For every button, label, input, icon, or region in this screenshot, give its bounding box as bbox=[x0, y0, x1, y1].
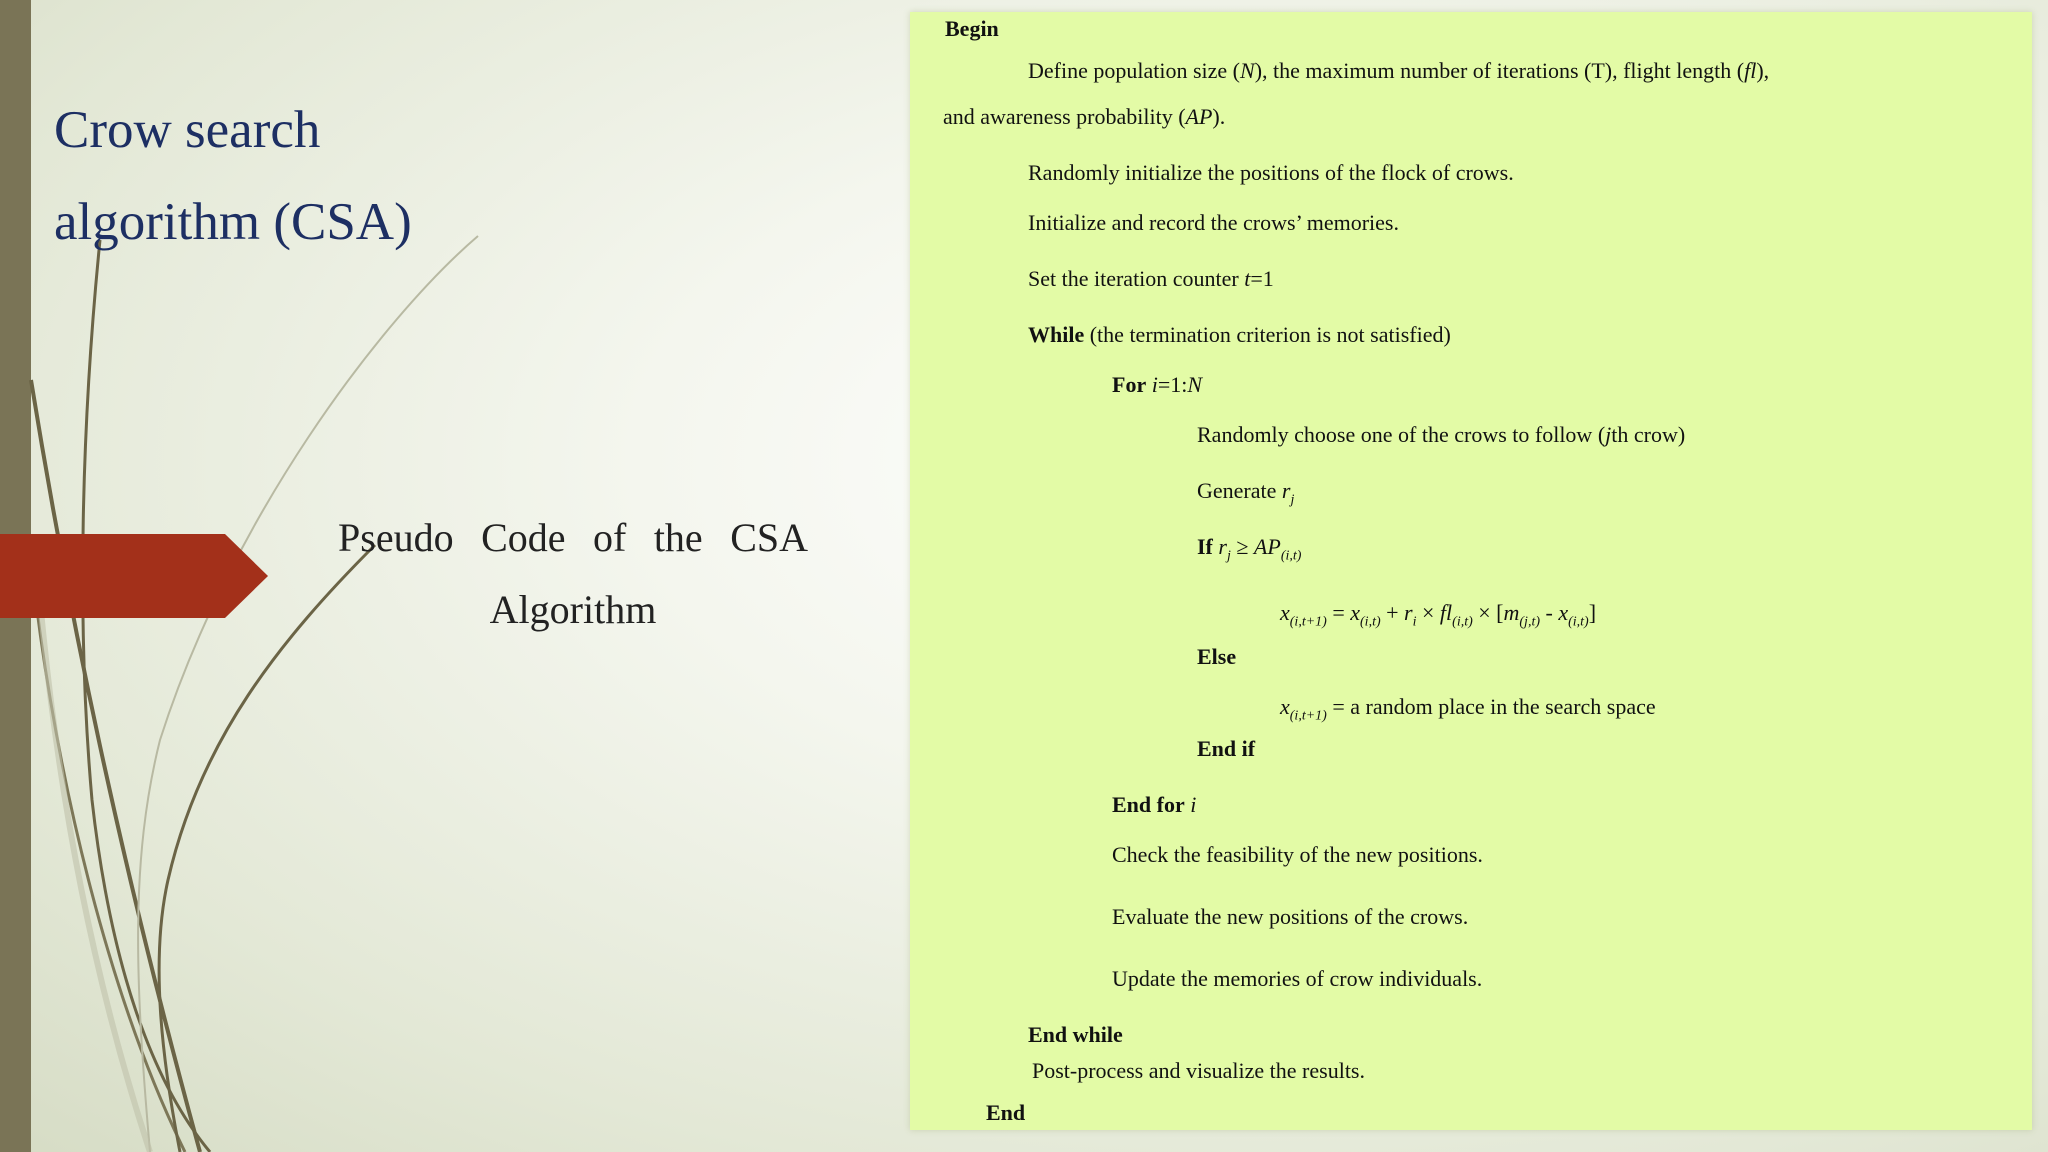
var-x: x bbox=[1350, 600, 1361, 625]
subscript: (i,t+1) bbox=[1289, 614, 1327, 630]
code-init-positions: Randomly initialize the positions of the flock of crows. bbox=[1028, 160, 1514, 185]
var-AP: AP bbox=[1185, 104, 1213, 129]
code-for bbox=[1112, 372, 1202, 398]
keyword-else: Else bbox=[1197, 644, 1237, 669]
code-generate bbox=[1197, 478, 1294, 513]
code-if bbox=[1197, 534, 1301, 569]
pseudocode-panel bbox=[910, 12, 2032, 1130]
var-r: r bbox=[1404, 600, 1413, 625]
text: Generate bbox=[1197, 478, 1282, 503]
slide-subtitle: Pseudo Code of the CSA Algorithm bbox=[338, 515, 808, 632]
code-else bbox=[1197, 644, 1236, 670]
code-post-process: Post-process and visualize the results. bbox=[1032, 1058, 1365, 1083]
operator: = bbox=[1326, 600, 1351, 625]
var-r: r bbox=[1212, 534, 1227, 559]
code-random-place bbox=[1280, 694, 1656, 729]
var-t: t bbox=[1244, 266, 1251, 291]
code-define-line-1 bbox=[1028, 58, 1769, 84]
operator: ≥ bbox=[1230, 534, 1254, 559]
text: Randomly choose one of the crows to follow ( bbox=[1197, 422, 1606, 447]
var-r: r bbox=[1281, 478, 1291, 503]
code-begin bbox=[945, 16, 999, 42]
var-x: x bbox=[1280, 694, 1290, 719]
code-check-feasibility: Check the feasibility of the new positions. bbox=[1112, 842, 1483, 867]
text: th crow) bbox=[1611, 422, 1686, 447]
code-end bbox=[986, 1100, 1025, 1126]
text: = a random place in the search space bbox=[1326, 694, 1656, 719]
code-update-formula bbox=[1280, 600, 1596, 635]
code-set-counter bbox=[1028, 266, 1274, 292]
subscript: i bbox=[1412, 614, 1417, 630]
keyword-end-while: End while bbox=[1028, 1022, 1123, 1047]
title-line-1: Crow search bbox=[54, 101, 321, 159]
code-init-memories: Initialize and record the crows’ memories. bbox=[1028, 210, 1399, 235]
subscript: (i,t) bbox=[1452, 614, 1473, 630]
text: and awareness probability ( bbox=[943, 104, 1186, 129]
subscript: j bbox=[1290, 492, 1295, 508]
var-fl: fl bbox=[1439, 600, 1453, 625]
code-end-for bbox=[1112, 792, 1196, 818]
keyword-end: End bbox=[986, 1100, 1026, 1125]
text: Set the iteration counter bbox=[1028, 266, 1245, 291]
text: (the termination criterion is not satisfied) bbox=[1084, 322, 1451, 347]
code-while bbox=[1028, 322, 1451, 348]
slide-title bbox=[54, 84, 574, 268]
text: =1: bbox=[1157, 372, 1188, 397]
keyword-if: If bbox=[1197, 534, 1213, 559]
operator: ] bbox=[1588, 600, 1597, 625]
code-evaluate: Evaluate the new positions of the crows. bbox=[1112, 904, 1469, 929]
subscript: j bbox=[1226, 548, 1231, 564]
text: Define population size ( bbox=[1028, 58, 1240, 83]
keyword-end-for: End for bbox=[1112, 792, 1185, 817]
operator: × [ bbox=[1472, 600, 1504, 625]
var-j: j bbox=[1605, 422, 1612, 447]
keyword-begin: Begin bbox=[945, 16, 999, 41]
code-end-while bbox=[1028, 1022, 1123, 1048]
var-AP: AP bbox=[1253, 534, 1281, 559]
var-i: i bbox=[1146, 372, 1158, 397]
code-define-line-2 bbox=[943, 104, 1225, 130]
text: ). bbox=[1212, 104, 1226, 129]
subscript: (i,t) bbox=[1360, 614, 1381, 630]
var-fl: fl bbox=[1744, 58, 1757, 83]
operator: + bbox=[1380, 600, 1405, 625]
text: ), the maximum number of iterations (T), flight length ( bbox=[1254, 58, 1745, 83]
code-choose-crow bbox=[1197, 422, 1685, 448]
keyword-for: For bbox=[1112, 372, 1147, 397]
subscript: (j,t) bbox=[1519, 614, 1540, 630]
var-N: N bbox=[1187, 372, 1203, 397]
var-x: x bbox=[1558, 600, 1569, 625]
operator: - bbox=[1540, 600, 1559, 625]
operator: × bbox=[1416, 600, 1440, 625]
var-x: x bbox=[1280, 600, 1290, 625]
subscript: (i,t) bbox=[1280, 548, 1302, 564]
var-N: N bbox=[1240, 58, 1255, 83]
keyword-while: While bbox=[1028, 322, 1085, 347]
var-i: i bbox=[1184, 792, 1197, 817]
var-m: m bbox=[1503, 600, 1520, 625]
subscript: (i,t+1) bbox=[1289, 708, 1327, 724]
text: ), bbox=[1756, 58, 1770, 83]
code-update-memories: Update the memories of crow individuals. bbox=[1112, 966, 1483, 991]
keyword-end-if: End if bbox=[1197, 736, 1256, 761]
text: =1 bbox=[1250, 266, 1274, 291]
code-end-if bbox=[1197, 736, 1255, 762]
title-line-2: algorithm (CSA) bbox=[54, 193, 412, 251]
subscript: (i,t) bbox=[1568, 614, 1589, 630]
